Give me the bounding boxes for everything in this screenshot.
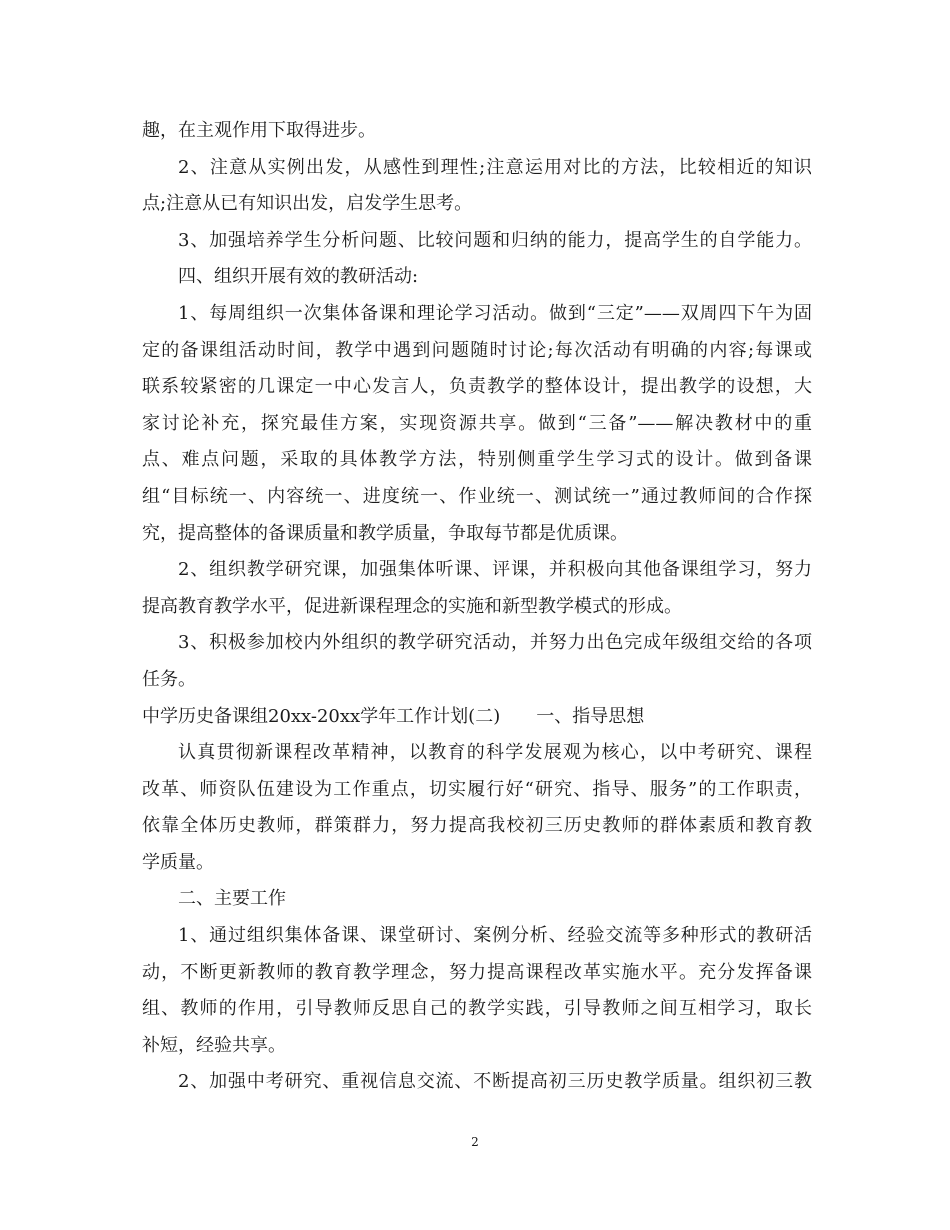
text-line: 究，提高整体的备课质量和教学质量，争取每节都是优质课。 — [142, 522, 628, 544]
text-line: 联系较紧密的几课定一中心发言人，负责教学的整体设计，提出教学的设想，大 — [142, 376, 812, 398]
text-line: 动，不断更新教师的教育教学理念，努力提高课程改革实施水平。充分发挥备课 — [142, 961, 812, 983]
text-line: 点;注意从已有知识出发，启发学生思考。 — [142, 193, 473, 215]
text-line: 2、加强中考研究、重视信息交流、不断提高初三历史教学质量。组织初三教 — [178, 1071, 812, 1093]
body-text — [142, 113, 812, 1101]
text-line: 认真贯彻新课程改革精神，以教育的科学发展观为核心，以中考研究、课程 — [178, 742, 812, 764]
text-line: 点、难点问题，采取的具体教学方法，特别侧重学生学习式的设计。做到备课 — [142, 449, 812, 471]
text-line: 1、每周组织一次集体备课和理论学习活动。做到“三定”——双周四下午为固 — [178, 302, 812, 324]
text-line: 补短，经验共享。 — [142, 1034, 286, 1056]
section-heading: 二、主要工作 — [178, 888, 286, 910]
text-line: 3、积极参加校内外组织的教学研究活动，并努力出色完成年级组交给的各项 — [178, 632, 812, 654]
text-line: 家讨论补充，探究最佳方案，实现资源共享。做到“三备”——解决教材中的重 — [142, 412, 812, 434]
text-line: 定的备课组活动时间，教学中遇到问题随时讨论;每次活动有明确的内容;每课或 — [142, 339, 812, 361]
document-title: 中学历史备课组20xx-20xx学年工作计划(二) 一、指导思想 — [142, 705, 645, 727]
text-line: 依靠全体历史教师，群策群力，努力提高我校初三历史教师的群体素质和教育教 — [142, 815, 812, 837]
text-line: 提高教育教学水平，促进新课程理念的实施和新型教学模式的形成。 — [142, 595, 682, 617]
text-line: 2、注意从实例出发，从感性到理性;注意运用对比的方法，比较相近的知识 — [178, 156, 812, 178]
text-line: 2、组织教学研究课，加强集体听课、评课，并积极向其他备课组学习，努力 — [178, 559, 812, 581]
section-heading: 四、组织开展有效的教研活动: — [178, 266, 419, 288]
page-number: 2 — [471, 1135, 479, 1149]
text-line: 组、教师的作用，引导教师反思自己的教学实践，引导教师之间互相学习，取长 — [142, 998, 812, 1020]
text-line: 改革、师资队伍建设为工作重点，切实履行好“研究、指导、服务”的工作职责， — [142, 778, 812, 800]
text-line: 1、通过组织集体备课、课堂研讨、案例分析、经验交流等多种形式的教研活 — [178, 925, 812, 947]
text-line: 3、加强培养学生分析问题、比较问题和归纳的能力，提高学生的自学能力。 — [178, 229, 812, 251]
text-line: 任务。 — [142, 668, 196, 690]
text-line: 组“目标统一、内容统一、进度统一、作业统一、测试统一”通过教师间的合作探 — [142, 485, 812, 507]
text-line: 趣，在主观作用下取得进步。 — [142, 120, 376, 141]
text-line: 学质量。 — [142, 851, 214, 873]
